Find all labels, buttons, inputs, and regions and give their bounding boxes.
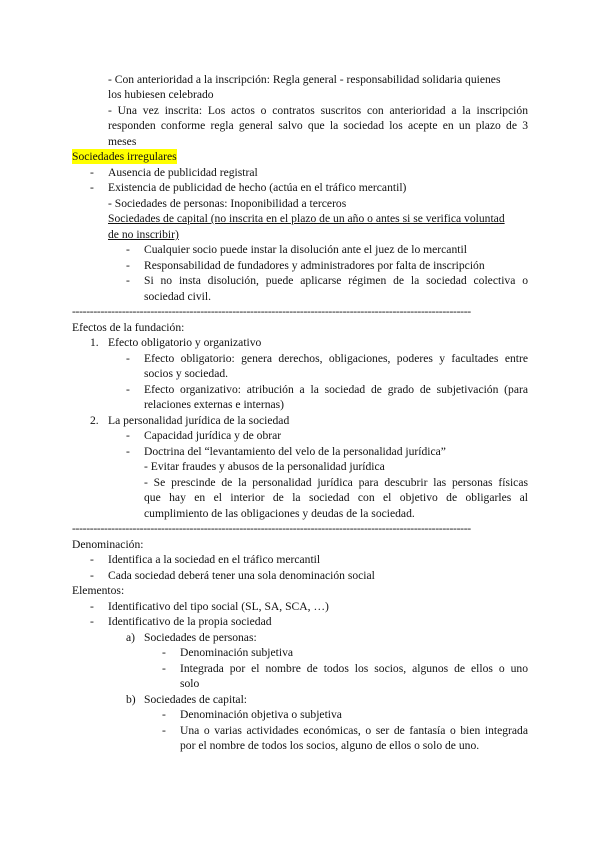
text-line: Denominación subjetiva bbox=[180, 646, 294, 659]
text-line: Responsabilidad de fundadores y administradores por falta de inscripción bbox=[144, 259, 485, 272]
text-line: Existencia de publicidad de hecho (actúa en el tráfico mercantil) bbox=[108, 181, 407, 194]
text-line: - Se prescinde de la personalidad jurídica para descubrir las personas físicas bbox=[144, 476, 528, 489]
bullet: - bbox=[162, 708, 166, 721]
bullet: - bbox=[162, 662, 166, 675]
text-line: Cada sociedad deberá tener una sola denominación social bbox=[108, 569, 375, 582]
bullet: - bbox=[126, 243, 130, 256]
text-line: Efecto organizativo: atribución a la sociedad de grado de subjetivación (para bbox=[144, 383, 528, 396]
text-line: cumplimiento de las obligaciones y deudas de la sociedad. bbox=[144, 507, 415, 520]
section-heading: Denominación: bbox=[72, 538, 144, 551]
text-line: - Sociedades de personas: Inoponibilidad a terceros bbox=[108, 197, 347, 210]
text-line: Integrada por el nombre de todos los socios, algunos de ellos o uno bbox=[180, 662, 528, 675]
text-line: Una o varias actividades económicas, o ser de fantasía o bien integrada bbox=[180, 724, 528, 737]
heading-highlighted: Sociedades irregulares bbox=[72, 150, 177, 163]
bullet: - bbox=[126, 274, 130, 287]
section-heading: Elementos: bbox=[72, 584, 125, 597]
bullet: - bbox=[90, 181, 94, 194]
text-line: solo bbox=[180, 677, 200, 690]
text-line: Si no insta disolución, puede aplicarse régimen de la sociedad colectiva o bbox=[144, 274, 528, 287]
text-line: Doctrina del “levantamiento del velo de la personalidad jurídica” bbox=[144, 445, 446, 458]
text-line-underlined: de no inscribir) bbox=[108, 228, 179, 241]
text-line: Capacidad jurídica y de obrar bbox=[144, 429, 282, 442]
bullet: - bbox=[162, 646, 166, 659]
text-line: La personalidad jurídica de la sociedad bbox=[108, 414, 290, 427]
bullet: - bbox=[90, 569, 94, 582]
text-line: sociedad civil. bbox=[144, 290, 211, 303]
text-line: Efecto obligatorio y organizativo bbox=[108, 336, 262, 349]
bullet: - bbox=[126, 383, 130, 396]
text-line: Sociedades de capital: bbox=[144, 693, 248, 706]
text-line: Cualquier socio puede instar la disolución ante el juez de lo mercantil bbox=[144, 243, 467, 256]
text-line: Denominación objetiva o subjetiva bbox=[180, 708, 342, 721]
text-line: Efecto obligatorio: genera derechos, obligaciones, poderes y facultades entre bbox=[144, 352, 528, 365]
text-line-underlined: Sociedades de capital (no inscrita en el plazo de un año o antes si se verifica voluntad bbox=[108, 212, 505, 225]
list-letter: a) bbox=[126, 631, 136, 644]
bullet: - bbox=[90, 553, 94, 566]
text-line: responden conforme regla general salvo que la sociedad los acepte en un plazo de 3 bbox=[108, 119, 528, 132]
text-line: meses bbox=[108, 135, 137, 148]
text-line: Ausencia de publicidad registral bbox=[108, 166, 258, 179]
bullet: - bbox=[90, 615, 94, 628]
separator-line: ---------------------------------------------------------------------------------------------------------------- bbox=[72, 522, 471, 535]
text-line: relaciones externas e internas) bbox=[144, 398, 285, 411]
text-line: Identificativo de la propia sociedad bbox=[108, 615, 272, 628]
text-line: Identificativo del tipo social (SL, SA, SCA, …) bbox=[108, 600, 329, 613]
text-line: Sociedades de personas: bbox=[144, 631, 257, 644]
text-line: los hubiesen celebrado bbox=[108, 88, 214, 101]
text-line: por el nombre de todos los socios, alguno de ellos o solo de uno. bbox=[180, 739, 480, 752]
list-letter: b) bbox=[126, 693, 136, 706]
text-line: - Evitar fraudes y abusos de la personalidad jurídica bbox=[144, 460, 385, 473]
separator-line: ---------------------------------------------------------------------------------------------------------------- bbox=[72, 305, 471, 318]
section-heading: Efectos de la fundación: bbox=[72, 321, 185, 334]
text-line: - Con anterioridad a la inscripción: Regla general - responsabilidad solidaria quienes bbox=[108, 73, 501, 86]
bullet: - bbox=[126, 445, 130, 458]
text-line: - Una vez inscrita: Los actos o contratos suscritos con anterioridad a la inscripción bbox=[108, 104, 528, 117]
list-number: 2. bbox=[90, 414, 99, 427]
text-line: Identifica a la sociedad en el tráfico mercantil bbox=[108, 553, 321, 566]
text-line: que hay en el interior de la sociedad con el objetivo de obligarles al bbox=[144, 491, 528, 504]
bullet: - bbox=[90, 166, 94, 179]
bullet: - bbox=[90, 600, 94, 613]
bullet: - bbox=[126, 429, 130, 442]
bullet: - bbox=[126, 352, 130, 365]
text-line: socios y sociedad. bbox=[144, 367, 229, 380]
list-number: 1. bbox=[90, 336, 99, 349]
bullet: - bbox=[162, 724, 166, 737]
bullet: - bbox=[126, 259, 130, 272]
